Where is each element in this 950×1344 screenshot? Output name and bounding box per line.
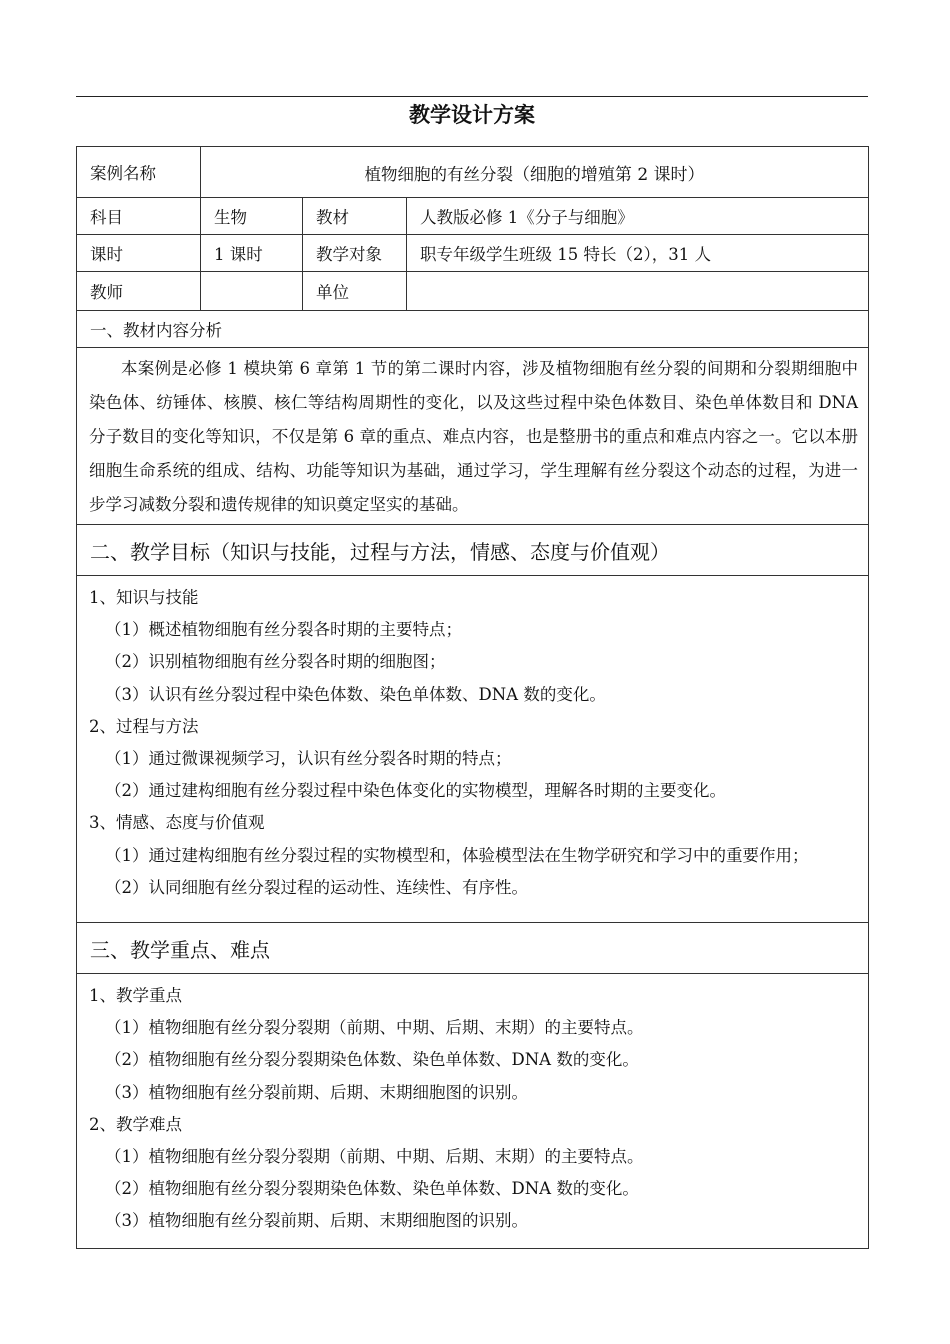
section2-heading: 二、教学目标（知识与技能，过程与方法，情感、态度与价值观）: [77, 525, 869, 576]
difficulty-item: （1）植物细胞有丝分裂分裂期（前期、中期、后期、末期）的主要特点。: [105, 1147, 644, 1167]
textbook-label: 教材: [303, 198, 407, 235]
objective-item: （1）通过微课视频学习，认识有丝分裂各时期的特点；: [105, 749, 512, 769]
section1-heading-row: [77, 311, 869, 348]
section2-heading-row: [77, 525, 869, 576]
objective-item: （1）通过建构细胞有丝分裂过程的实物模型和，体验模型法在生物学研究和学习中的重要作用；: [105, 845, 809, 865]
audience-label: 教学对象: [303, 235, 407, 272]
section1-heading: 一、教材内容分析: [77, 311, 869, 348]
document-title: 教学设计方案: [409, 103, 535, 127]
keypoint-category: 1、教学重点: [89, 986, 182, 1005]
objective-item: （3）认识有丝分裂过程中染色体数、染色单体数、DNA 数的变化。: [105, 684, 606, 704]
section2-body-row: [77, 576, 869, 923]
objective-category: 3、情感、态度与价值观: [89, 813, 265, 833]
case-name-label: 案例名称: [77, 147, 201, 198]
keypoint-item: （2）植物细胞有丝分裂分裂期染色体数、染色单体数、DNA 数的变化。: [105, 1050, 639, 1070]
objective-category: 1、知识与技能: [89, 588, 199, 607]
difficulty-item: （2）植物细胞有丝分裂分裂期染色体数、染色单体数、DNA 数的变化。: [105, 1179, 639, 1199]
section3-heading-row: [77, 923, 869, 974]
subject-row: [77, 198, 869, 235]
case-name-row: [77, 147, 869, 198]
case-name-main: 植物细胞的有丝分裂: [364, 164, 513, 184]
keypoint-item: （3）植物细胞有丝分裂前期、后期、末期细胞图的识别。: [105, 1082, 528, 1102]
lesson-plan-table: [76, 146, 869, 1249]
section1-paragraph: 本案例是必修 1 模块第 6 章第 1 节的第二课时内容，涉及植物细胞有丝分裂的间期和分裂期细胞中染色体、纺锤体、核膜、核仁等结构周期性的变化，以及这些过程中染色体数目、染色单体数目和 DNA 分子数目的变化等知识，不仅是第 6 章的重点、难点内容，也是整册书的重点和难点内容之一。它以本册细胞生命系统的组成、结构、功能等知识为基础，通过学习，学生理解有丝分裂这个动态的过程，为进一步学习减数分裂和遗传规律的知识奠定坚实的基础。: [77, 348, 869, 525]
difficulty-item: （3）植物细胞有丝分裂前期、后期、末期细胞图的识别。: [105, 1211, 528, 1231]
difficulty-category: 2、教学难点: [89, 1114, 182, 1134]
unit-value: [407, 272, 869, 311]
teacher-label: 教师: [77, 272, 201, 311]
objective-category: 2、过程与方法: [89, 716, 199, 736]
keypoint-item: （1）植物细胞有丝分裂分裂期（前期、中期、后期、末期）的主要特点。: [105, 1018, 644, 1038]
section3-heading: 三、教学重点、难点: [77, 923, 869, 974]
case-name-sub: （细胞的增殖第 2 课时）: [512, 164, 705, 185]
objective-item: （2）通过建构细胞有丝分裂过程中染色体变化的实物模型，理解各时期的主要变化。: [105, 781, 726, 801]
subject-value: 生物: [201, 198, 303, 235]
audience-value: 职专年级学生班级 15 特长（2），31 人: [407, 235, 869, 272]
objective-item: （2）识别植物细胞有丝分裂各时期的细胞图；: [105, 652, 446, 672]
section3-body-row: [77, 974, 869, 1249]
case-name-value: [201, 147, 869, 198]
section1-body-row: [77, 348, 869, 525]
objective-item: （2）认同细胞有丝分裂过程的运动性、连续性、有序性。: [105, 877, 528, 897]
unit-label: 单位: [303, 272, 407, 311]
section2-body: [77, 576, 869, 923]
subject-label: 科目: [77, 198, 201, 235]
hours-row: [77, 235, 869, 272]
hours-value: 1 课时: [201, 235, 303, 272]
teacher-value: [201, 272, 303, 311]
hours-label: 课时: [77, 235, 201, 272]
objective-item: （1）概述植物细胞有丝分裂各时期的主要特点；: [105, 620, 462, 640]
section3-body: [77, 974, 869, 1249]
header-rule: [76, 96, 868, 97]
teacher-row: [77, 272, 869, 311]
textbook-value: 人教版必修 1《分子与细胞》: [407, 198, 869, 235]
